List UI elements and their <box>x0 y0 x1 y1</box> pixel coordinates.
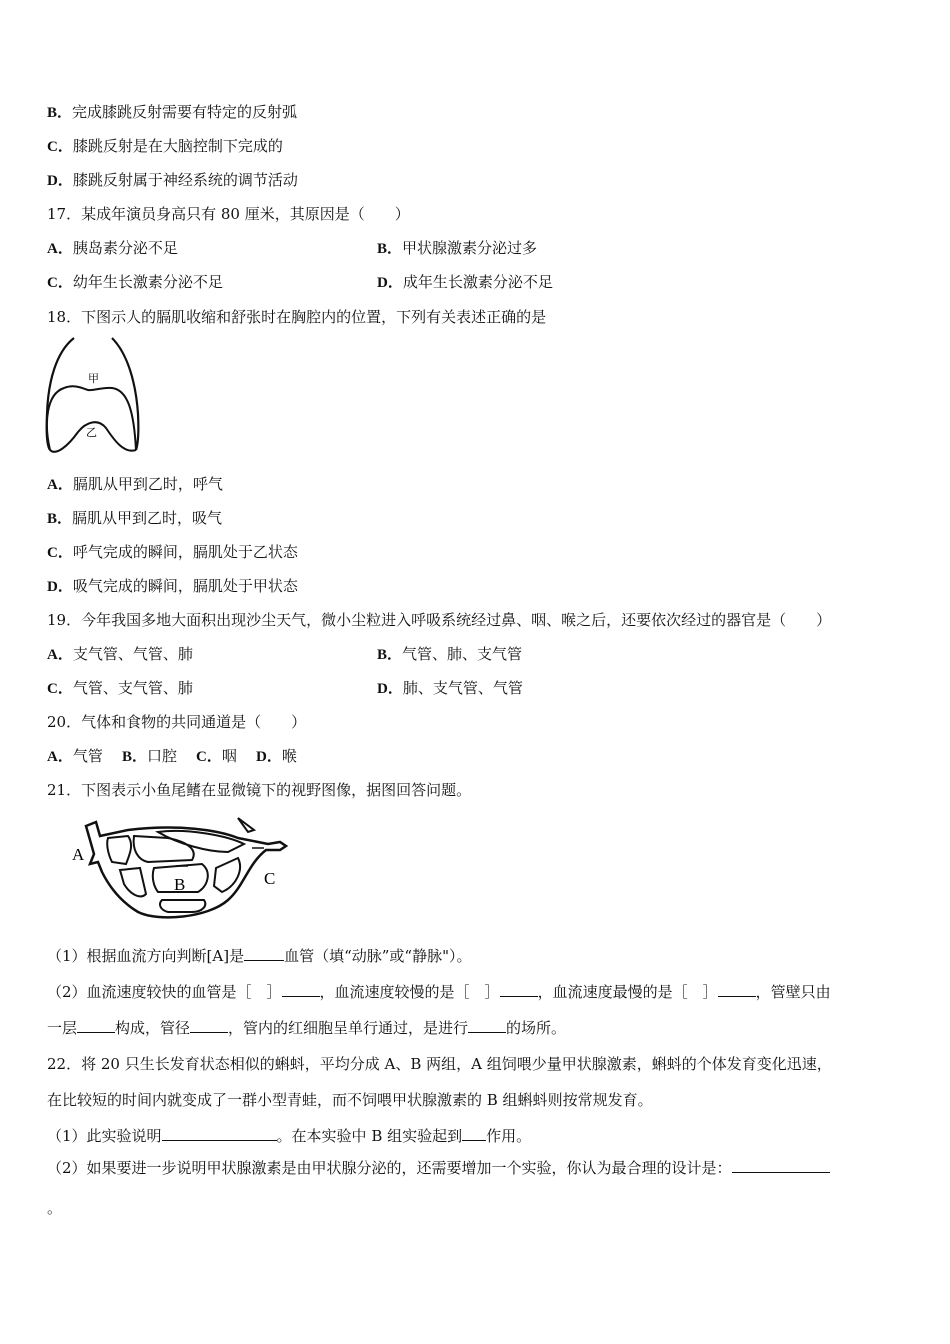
option-label: C． <box>47 275 73 291</box>
option-text: 膈肌从甲到乙时，吸气 <box>72 509 223 527</box>
text: 血管（填“动脉”或“静脉"）。 <box>284 947 472 965</box>
option-label: B． <box>377 241 403 257</box>
option-text: 膝跳反射是在大脑控制下完成的 <box>72 137 283 155</box>
diaphragm-figure <box>42 334 146 456</box>
q18-option-a <box>47 474 223 495</box>
option-label: D． <box>47 173 73 189</box>
option-text: 幼年生长激素分泌不足 <box>72 273 223 291</box>
q21-stem: 21．下图表示小鱼尾鳍在显微镜下的视野图像，据图回答问题。 <box>47 781 472 799</box>
option-text: 支气管、气管、肺 <box>72 645 193 663</box>
option-text: 肺、支气管、气管 <box>402 679 523 697</box>
q19-option-d <box>377 678 523 699</box>
option-label: B． <box>47 105 73 121</box>
option-label: D． <box>255 749 282 765</box>
q21-sub2-cont <box>47 1018 566 1038</box>
q18-option-b <box>47 508 222 529</box>
option-label: C． <box>47 139 73 155</box>
option-text: 甲状腺激素分泌过多 <box>402 239 538 257</box>
option-label: C． <box>47 545 73 561</box>
q16-option-b <box>47 102 297 123</box>
q22-sub1 <box>47 1126 531 1146</box>
option-text: 膝跳反射属于神经系统的调节活动 <box>72 171 298 189</box>
q21-sub2 <box>47 982 831 1002</box>
q17-option-a <box>47 238 178 259</box>
answer-blank[interactable] <box>500 982 538 997</box>
answer-blank[interactable] <box>718 982 756 997</box>
answer-blank[interactable] <box>468 1018 506 1033</box>
q21-sub1 <box>47 946 472 966</box>
option-label: B． <box>377 647 403 663</box>
option-label: B． <box>47 511 73 527</box>
answer-blank[interactable] <box>282 982 320 997</box>
text: 构成，管径 <box>115 1019 191 1037</box>
option-label: A． <box>47 477 73 493</box>
option-text: 呼气完成的瞬间，膈肌处于乙状态 <box>72 543 298 561</box>
answer-blank[interactable] <box>77 1018 115 1033</box>
answer-blank[interactable] <box>732 1158 830 1173</box>
q18-option-c <box>47 542 298 563</box>
option-text: 胰岛素分泌不足 <box>72 239 178 257</box>
label-b: B <box>174 875 186 894</box>
option-text: 完成膝跳反射需要有特定的反射弧 <box>72 103 298 121</box>
q17-stem: 17．某成年演员身高只有 80 厘米，其原因是（ ） <box>47 205 410 223</box>
option-text: 气管、支气管、肺 <box>72 679 193 697</box>
text: ，血流速度最慢的是［ ］ <box>537 983 718 1001</box>
option-text: 吸气完成的瞬间，膈肌处于甲状态 <box>72 577 298 595</box>
q19-option-a <box>47 644 193 665</box>
label-yi: 乙 <box>86 426 97 439</box>
option-text: 喉 <box>281 747 297 765</box>
text: （2）如果要进一步说明甲状腺激素是由甲状腺分泌的，还需要增加一个实验，你认为最合理的设计是： <box>47 1159 732 1177</box>
label-c: C <box>264 869 276 888</box>
option-label: A． <box>47 241 73 257</box>
option-text: 膈肌从甲到乙时，呼气 <box>72 475 223 493</box>
option-label: D． <box>377 681 403 697</box>
q22-stem-line2: 在比较短的时间内就变成了一群小型青蛙，而不饲喂甲状腺激素的 B 组蝌蚪则按常规发育。 <box>47 1091 653 1109</box>
option-label: D． <box>377 275 403 291</box>
q22-sub2-end: 。 <box>47 1199 63 1217</box>
option-label: A． <box>47 749 73 765</box>
answer-blank[interactable] <box>244 946 284 961</box>
fish-tail-capillary-figure <box>68 814 298 926</box>
text: 一层 <box>47 1019 78 1037</box>
option-text: 气管 <box>72 747 103 765</box>
q20-stem: 20．气体和食物的共同通道是（ ） <box>47 713 307 731</box>
q22-stem-line1: 22．将 20 只生长发育状态相似的蝌蚪，平均分成 A、B 两组，A 组饲喂少量甲状腺激素，蝌蚪的个体发育变化迅速， <box>47 1055 832 1073</box>
option-text: 成年生长激素分泌不足 <box>402 273 553 291</box>
q19-option-c <box>47 678 193 699</box>
answer-blank[interactable] <box>162 1126 277 1141</box>
q19-option-b <box>377 644 522 665</box>
option-label: B． <box>121 749 147 765</box>
q18-stem: 18．下图示人的膈肌收缩和舒张时在胸腔内的位置，下列有关表述正确的是 <box>47 308 547 326</box>
text: 的场所。 <box>506 1019 567 1037</box>
q17-option-b <box>377 238 537 259</box>
option-text: 气管、肺、支气管 <box>402 645 523 663</box>
q16-option-d <box>47 170 298 191</box>
answer-blank[interactable] <box>462 1126 486 1141</box>
option-text: 咽 <box>221 747 237 765</box>
q16-option-c <box>47 136 283 157</box>
q17-option-d <box>377 272 553 293</box>
q18-option-d <box>47 576 298 597</box>
option-text: 口腔 <box>146 747 177 765</box>
answer-blank[interactable] <box>190 1018 228 1033</box>
text: （1）根据血流方向判断[A]是 <box>47 947 245 965</box>
q19-stem: 19．今年我国多地大面积出现沙尘天气，微小尘粒进入呼吸系统经过鼻、咽、喉之后，还要依次经过的器官是（ ） <box>47 611 832 629</box>
text: ，管内的红细胞呈单行通过，是进行 <box>228 1019 469 1037</box>
option-label: A． <box>47 647 73 663</box>
text: 。在本实验中 B 组实验起到 <box>276 1127 463 1145</box>
text: ，管壁只由 <box>755 983 831 1001</box>
text: 作用。 <box>486 1127 532 1145</box>
q20-options <box>47 746 297 767</box>
label-a: A <box>72 845 85 864</box>
option-label: C． <box>196 749 222 765</box>
q17-option-c <box>47 272 223 293</box>
label-jia: 甲 <box>88 372 99 385</box>
option-label: C． <box>47 681 73 697</box>
option-label: D． <box>47 579 73 595</box>
q22-sub2 <box>47 1158 830 1178</box>
text: （2）血流速度较快的血管是［ ］ <box>47 983 282 1001</box>
text: ，血流速度较慢的是［ ］ <box>319 983 500 1001</box>
text: （1）此实验说明 <box>47 1127 162 1145</box>
